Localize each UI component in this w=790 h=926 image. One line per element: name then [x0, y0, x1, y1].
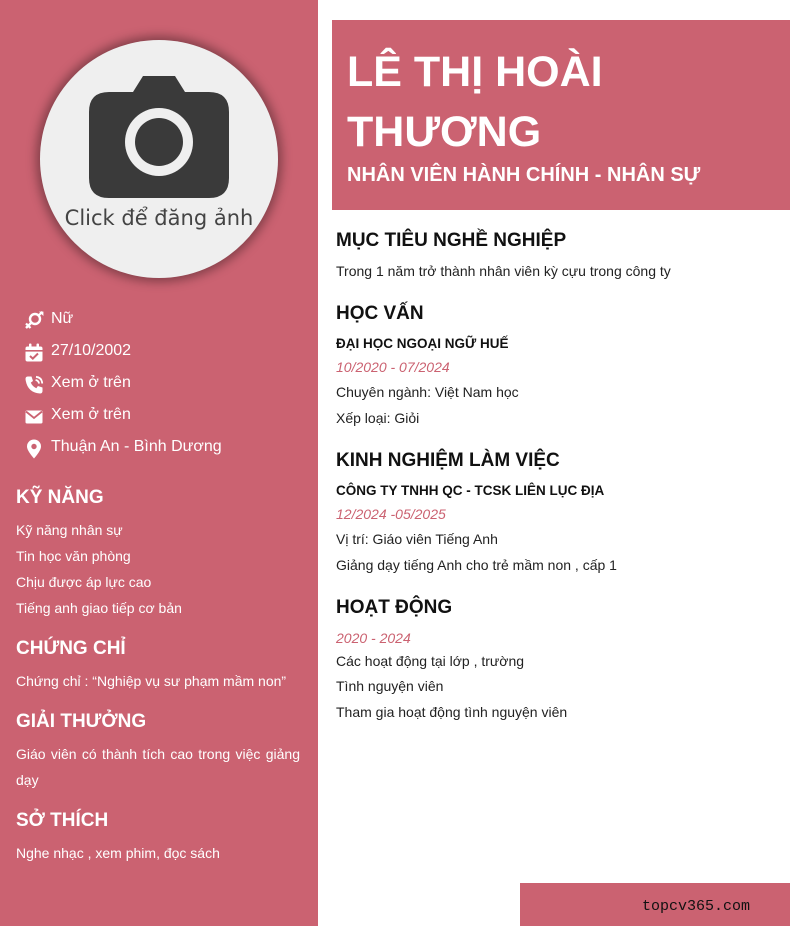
contact-email — [24, 405, 314, 429]
activities-heading: HOẠT ĐỘNG — [336, 597, 453, 618]
certificate-item: Chứng chỉ : “Nghiệp vụ sư phạm mầm non” — [16, 673, 287, 689]
skills-heading: KỸ NĂNG — [16, 487, 104, 508]
skill-item: Tiếng anh giao tiếp cơ bản — [16, 600, 182, 616]
experience-date: 12/2024 -05/2025 — [336, 506, 446, 522]
job-title: NHÂN VIÊN HÀNH CHÍNH - NHÂN SỰ — [347, 164, 701, 186]
sidebar — [0, 0, 318, 926]
skill-item: Chịu được áp lực cao — [16, 574, 152, 590]
activities-date: 2020 - 2024 — [336, 630, 411, 646]
contact-birthday — [24, 341, 314, 365]
hobbies-text: Nghe nhạc , xem phim, đọc sách — [16, 845, 220, 861]
name-banner — [332, 20, 790, 210]
calendar-icon — [24, 343, 44, 363]
camera-icon — [87, 74, 231, 200]
candidate-name: LÊ THỊ HOÀI THƯƠNG — [347, 48, 603, 156]
education-line: Xếp loại: Giỏi — [336, 410, 420, 426]
awards-text: Giáo viên có thành tích cao trong việc giảng dạy — [16, 746, 300, 788]
email-text: Xem ở trên — [51, 406, 131, 423]
footer-site: topcv365.com — [641, 898, 750, 915]
education-line: Chuyên ngành: Việt Nam học — [336, 384, 519, 400]
activity-line: Tình nguyện viên — [336, 678, 444, 694]
school-name: ĐẠI HỌC NGOẠI NGỮ HUẾ — [336, 336, 509, 351]
skill-item: Kỹ năng nhân sự — [16, 522, 123, 538]
activity-line: Tham gia hoạt động tình nguyện viên — [336, 704, 568, 720]
experience-line: Giảng dạy tiếng Anh cho trẻ mầm non , cấp 1 — [336, 557, 617, 573]
address-text: Thuận An - Bình Dương — [51, 438, 222, 455]
avatar-caption: Click để đăng ảnh — [64, 206, 254, 230]
skill-item: Tin học văn phòng — [16, 548, 131, 564]
experience-heading: KINH NGHIỆM LÀM VIỆC — [336, 450, 560, 471]
certificates-heading: CHỨNG CHỈ — [16, 638, 126, 659]
location-pin-icon — [24, 439, 44, 459]
education-heading: HỌC VẤN — [336, 303, 424, 324]
mail-icon — [24, 407, 44, 427]
phone-icon — [24, 375, 44, 395]
contact-phone — [24, 373, 314, 397]
hobbies-heading: SỞ THÍCH — [16, 810, 109, 831]
contact-gender — [24, 309, 314, 333]
activity-line: Các hoạt động tại lớp , trường — [336, 653, 525, 669]
gender-text: Nữ — [51, 310, 74, 327]
avatar-upload[interactable] — [40, 40, 278, 278]
objective-heading: MỤC TIÊU NGHỀ NGHIỆP — [336, 230, 567, 251]
objective-text: Trong 1 năm trở thành nhân viên kỳ cựu trong công ty — [336, 263, 671, 279]
birthday-text: 27/10/2002 — [51, 342, 132, 359]
footer-bar — [520, 883, 790, 926]
phone-text: Xem ở trên — [51, 374, 131, 391]
contact-address — [24, 437, 314, 461]
awards-heading: GIẢI THƯỞNG — [16, 711, 147, 732]
education-date: 10/2020 - 07/2024 — [336, 359, 450, 375]
company-name: CÔNG TY TNHH QC - TCSK LIÊN LỤC ĐỊA — [336, 483, 605, 498]
gender-icon — [24, 311, 44, 331]
experience-line: Vị trí: Giáo viên Tiếng Anh — [336, 531, 498, 547]
